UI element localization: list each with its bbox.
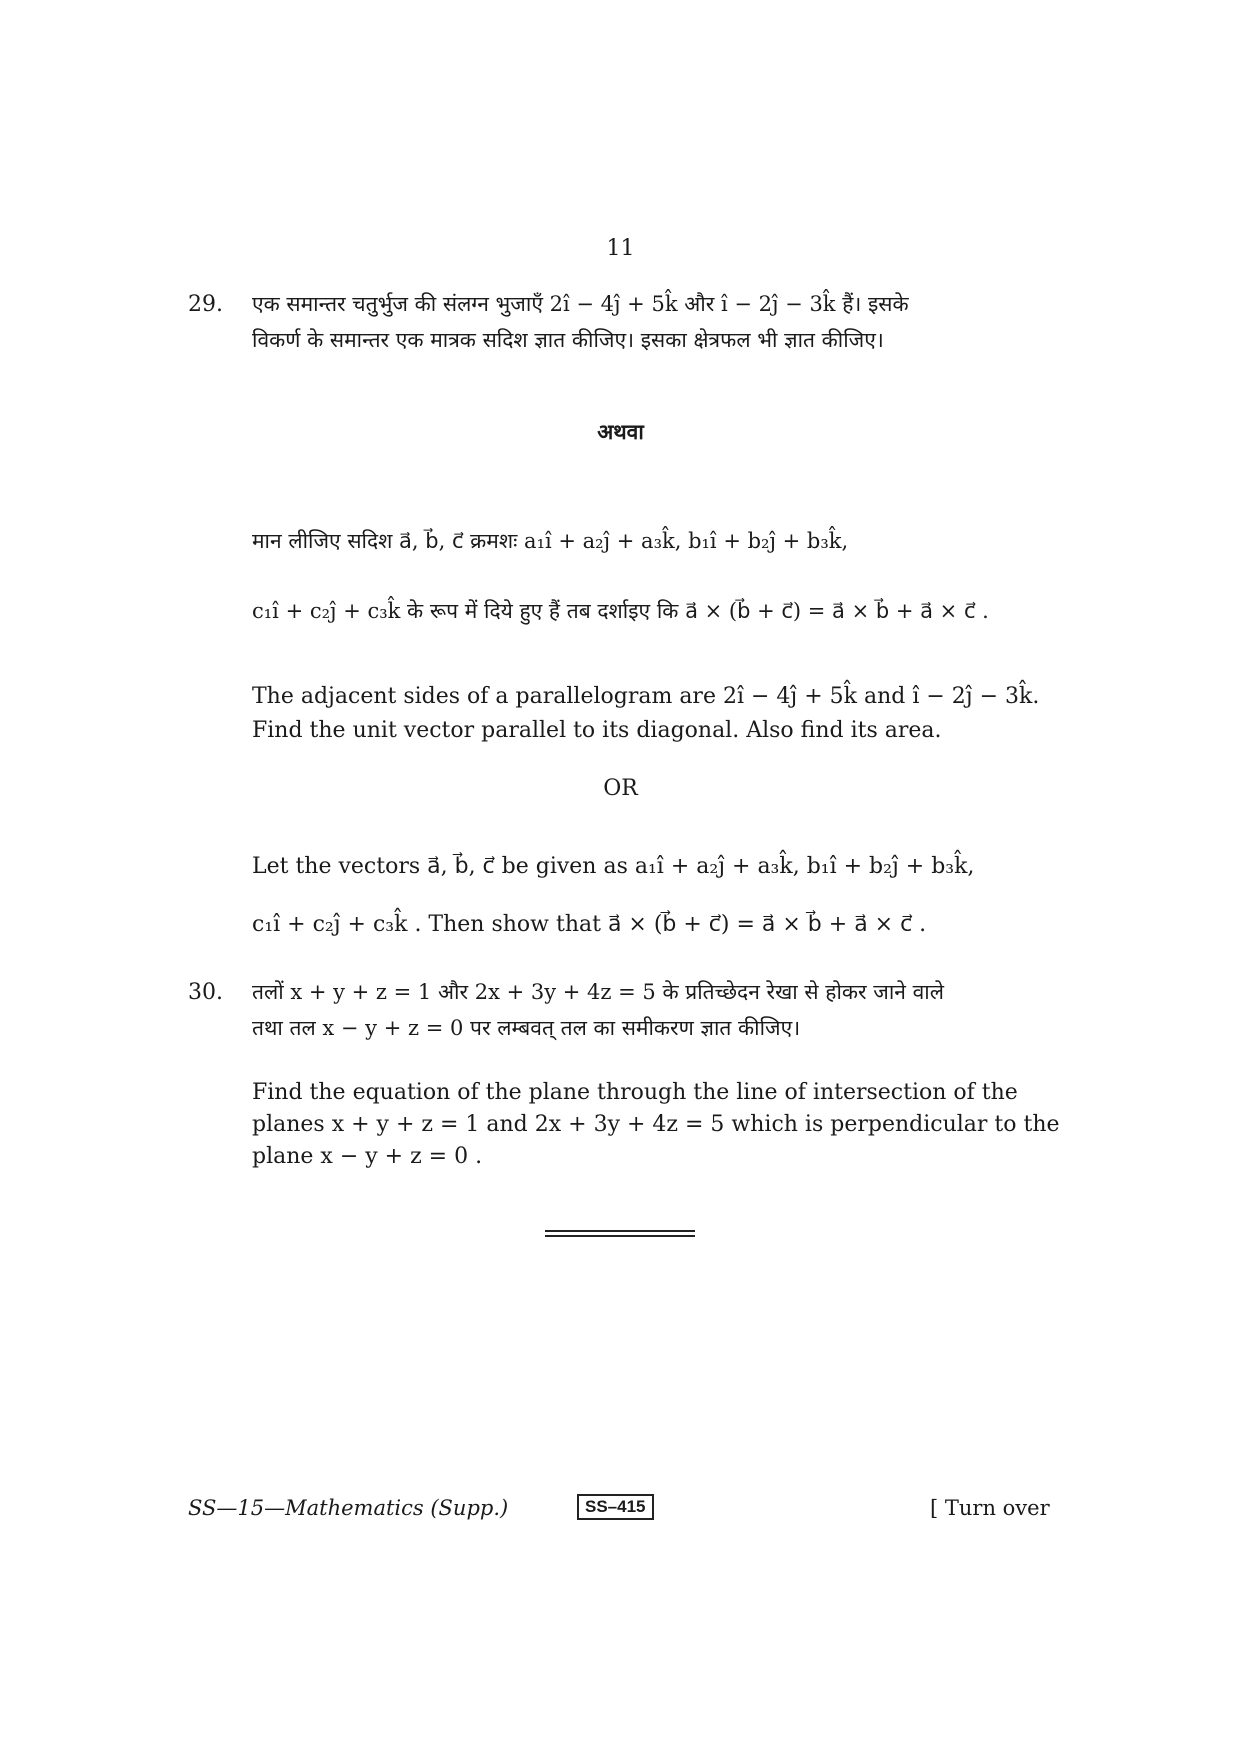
- footer-paper-code: SS–415: [577, 1494, 654, 1520]
- end-rule-top: [545, 1230, 695, 1232]
- question-29-alt-hindi-line-1: मान लीजिए सदिश a⃗, b⃗, c⃗ क्रमशः a₁î + a₂ĵ + a₃k̂, b₁î + b₂ĵ + b₃k̂,: [252, 529, 849, 553]
- question-29-english: [252, 680, 1060, 748]
- question-29-hindi-line-1: एक समान्तर चतुर्भुज की संलग्न भुजाएँ 2î − 4ĵ + 5k̂ और î − 2ĵ − 3k̂ हैं। इसके: [252, 292, 909, 316]
- question-29-english-line-1: The adjacent sides of a parallelogram are 2î − 4ĵ + 5k̂ and î − 2ĵ − 3k̂.: [252, 684, 1040, 709]
- question-30-hindi-line-2: तथा तल x − y + z = 0 पर लम्बवत् तल का समीकरण ज्ञात कीजिए।: [252, 1016, 801, 1040]
- question-29-hindi: [252, 286, 1060, 358]
- or-label-english: OR: [603, 776, 638, 801]
- question-30-hindi: [252, 974, 1060, 1046]
- question-number-30: 30.: [188, 980, 223, 1005]
- question-29-alt-english-line-1: Let the vectors a⃗, b⃗, c⃗ be given as a₁î + a₂ĵ + a₃k̂, b₁î + b₂ĵ + b₃k̂,: [252, 854, 975, 879]
- question-29-alt-english-line-2: c₁î + c₂ĵ + c₃k̂ . Then show that a⃗ × (b⃗ + c⃗) = a⃗ × b⃗ + a⃗ × c⃗ .: [252, 912, 927, 937]
- question-30-english: [252, 1077, 1060, 1173]
- footer-paper-title: SS—15—Mathematics (Supp.): [188, 1496, 509, 1520]
- question-29-english-line-2: Find the unit vector parallel to its diagonal. Also find its area.: [252, 718, 942, 743]
- question-29-hindi-line-2: विकर्ण के समान्तर एक मात्रक सदिश ज्ञात कीजिए। इसका क्षेत्रफल भी ज्ञात कीजिए।: [252, 328, 884, 352]
- question-30-english-line-1: Find the equation of the plane through the line of intersection of the: [252, 1080, 1018, 1105]
- question-30-english-line-2: planes x + y + z = 1 and 2x + 3y + 4z = 5 which is perpendicular to the: [252, 1112, 1060, 1137]
- question-29-alt-hindi-line-2: c₁î + c₂ĵ + c₃k̂ के रूप में दिये हुए हैं तब दर्शाइए कि a⃗ × (b⃗ + c⃗) = a⃗ × b⃗ + a⃗ × c⃗ .: [252, 599, 989, 623]
- question-30-hindi-line-1: तलों x + y + z = 1 और 2x + 3y + 4z = 5 के प्रतिच्छेदन रेखा से होकर जाने वाले: [252, 980, 944, 1004]
- footer-turn-over: [ Turn over: [930, 1496, 1050, 1520]
- or-label-hindi: अथवा: [597, 419, 644, 444]
- end-rule-bottom: [545, 1235, 695, 1237]
- question-number-29: 29.: [188, 292, 223, 317]
- question-30-english-line-3: plane x − y + z = 0 .: [252, 1144, 483, 1169]
- question-29-alt-hindi: [252, 506, 1060, 646]
- question-29-alt-english: [252, 838, 1060, 954]
- page-number: 11: [606, 236, 635, 261]
